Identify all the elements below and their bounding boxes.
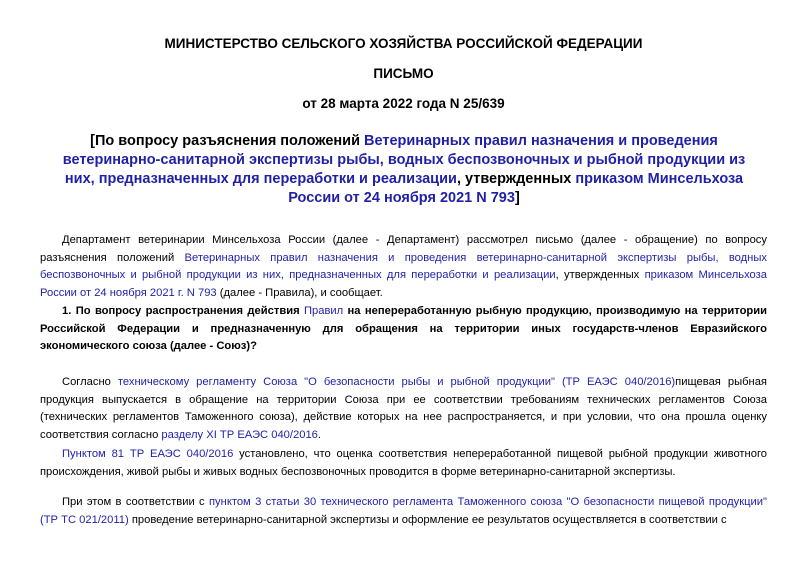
paragraph-text: проведение ветеринарно-санитарной экспертизы и оформление ее результатов осуществляется в соответствии с xyxy=(128,513,727,526)
link-tr-ts-021-2011[interactable]: пунктом 3 статьи 30 технического регламента Таможенного союза "О безопасности пищевой продукции" (ТР ТС 021/2011) xyxy=(40,496,767,526)
paragraph-intro xyxy=(40,232,767,302)
title-link-order-793[interactable]: приказом Минсельхоза России от 24 ноября 2021 N 793 xyxy=(288,171,744,206)
document-type: ПИСЬМО xyxy=(373,66,434,81)
link-rules[interactable]: Правил xyxy=(303,305,344,317)
link-clause-81[interactable]: Пунктом 81 ТР ЕАЭС 040/2016 xyxy=(62,448,234,460)
paragraph-text: , утвержденных xyxy=(555,269,645,281)
paragraph-question-1 xyxy=(40,303,767,356)
paragraph-text: При этом в соответствии с xyxy=(62,496,209,508)
paragraph-text: . xyxy=(317,428,321,441)
paragraph-text: (далее - Правила), и сообщает. xyxy=(216,286,383,299)
paragraph-regulation xyxy=(40,374,767,444)
paragraph-text: Согласно xyxy=(62,376,118,388)
title-text: [По вопросу разъяснения положений xyxy=(90,133,365,149)
paragraph-tr-ts-021 xyxy=(40,494,767,529)
title-text: ] xyxy=(514,190,520,206)
link-veterinary-rules[interactable]: Ветеринарных правил назначения и проведения ветеринарно-санитарной экспертизы рыбы, водных беспозвоночных и рыбной продукции из них, предназначенных для переработки и реализации xyxy=(40,251,767,281)
document-date-number: от 28 марта 2022 года N 25/639 xyxy=(302,96,505,111)
paragraph-text: пищевая рыбная продукция выпускается в обращение на территории Союза при ее соответствии требованиям технических регламентов Союза (технических регламентов Таможенного союза), действие которых на нее распространяется, и при условии, что она прошла оценку соответствия согласно xyxy=(40,376,767,441)
ministry-heading: МИНИСТЕРСТВО СЕЛЬСКОГО ХОЗЯЙСТВА РОССИЙСКОЙ ФЕДЕРАЦИИ xyxy=(164,36,643,51)
paragraph-text: Департамент ветеринарии Минсельхоза России (далее - Департамент) рассмотрел письмо (далее - обращение) по вопросу разъяснения положений xyxy=(40,234,767,264)
paragraph-clause-81 xyxy=(40,446,767,481)
link-order-793[interactable]: приказом Минсельхоза России от 24 ноября 2021 г. N 793 xyxy=(40,269,767,299)
paragraph-text: на непереработанную рыбную продукцию, производимую на территории Российской Федерации и предназначенную для обращения на территории иных государств-членов Евразийского экономического союза (далее - Союз)? xyxy=(40,305,767,352)
document-title xyxy=(48,132,760,208)
title-link-veterinary-rules[interactable]: Ветеринарных правил назначения и проведения ветеринарно-санитарной экспертизы рыбы, водных беспозвоночных и рыбной продукции из них, предназначенных для переработки и реализации xyxy=(62,133,746,187)
link-tr-eaes-040-2016[interactable]: техническому регламенту Союза "О безопасности рыбы и рыбной продукции" (ТР ЕАЭС 040/2016) xyxy=(117,376,676,388)
link-section-xi[interactable]: разделу XI ТР ЕАЭС 040/2016 xyxy=(161,428,318,441)
title-text: , утвержденных xyxy=(456,171,576,187)
paragraph-text: установлено, что оценка соответствия непереработанной пищевой рыбной продукции животного происхождения, живой рыбы и живых водных беспозвоночных проводится в форме ветеринарно-санитарной экспертизы. xyxy=(40,448,767,478)
paragraph-text: 1. По вопросу распространения действия xyxy=(62,305,304,317)
